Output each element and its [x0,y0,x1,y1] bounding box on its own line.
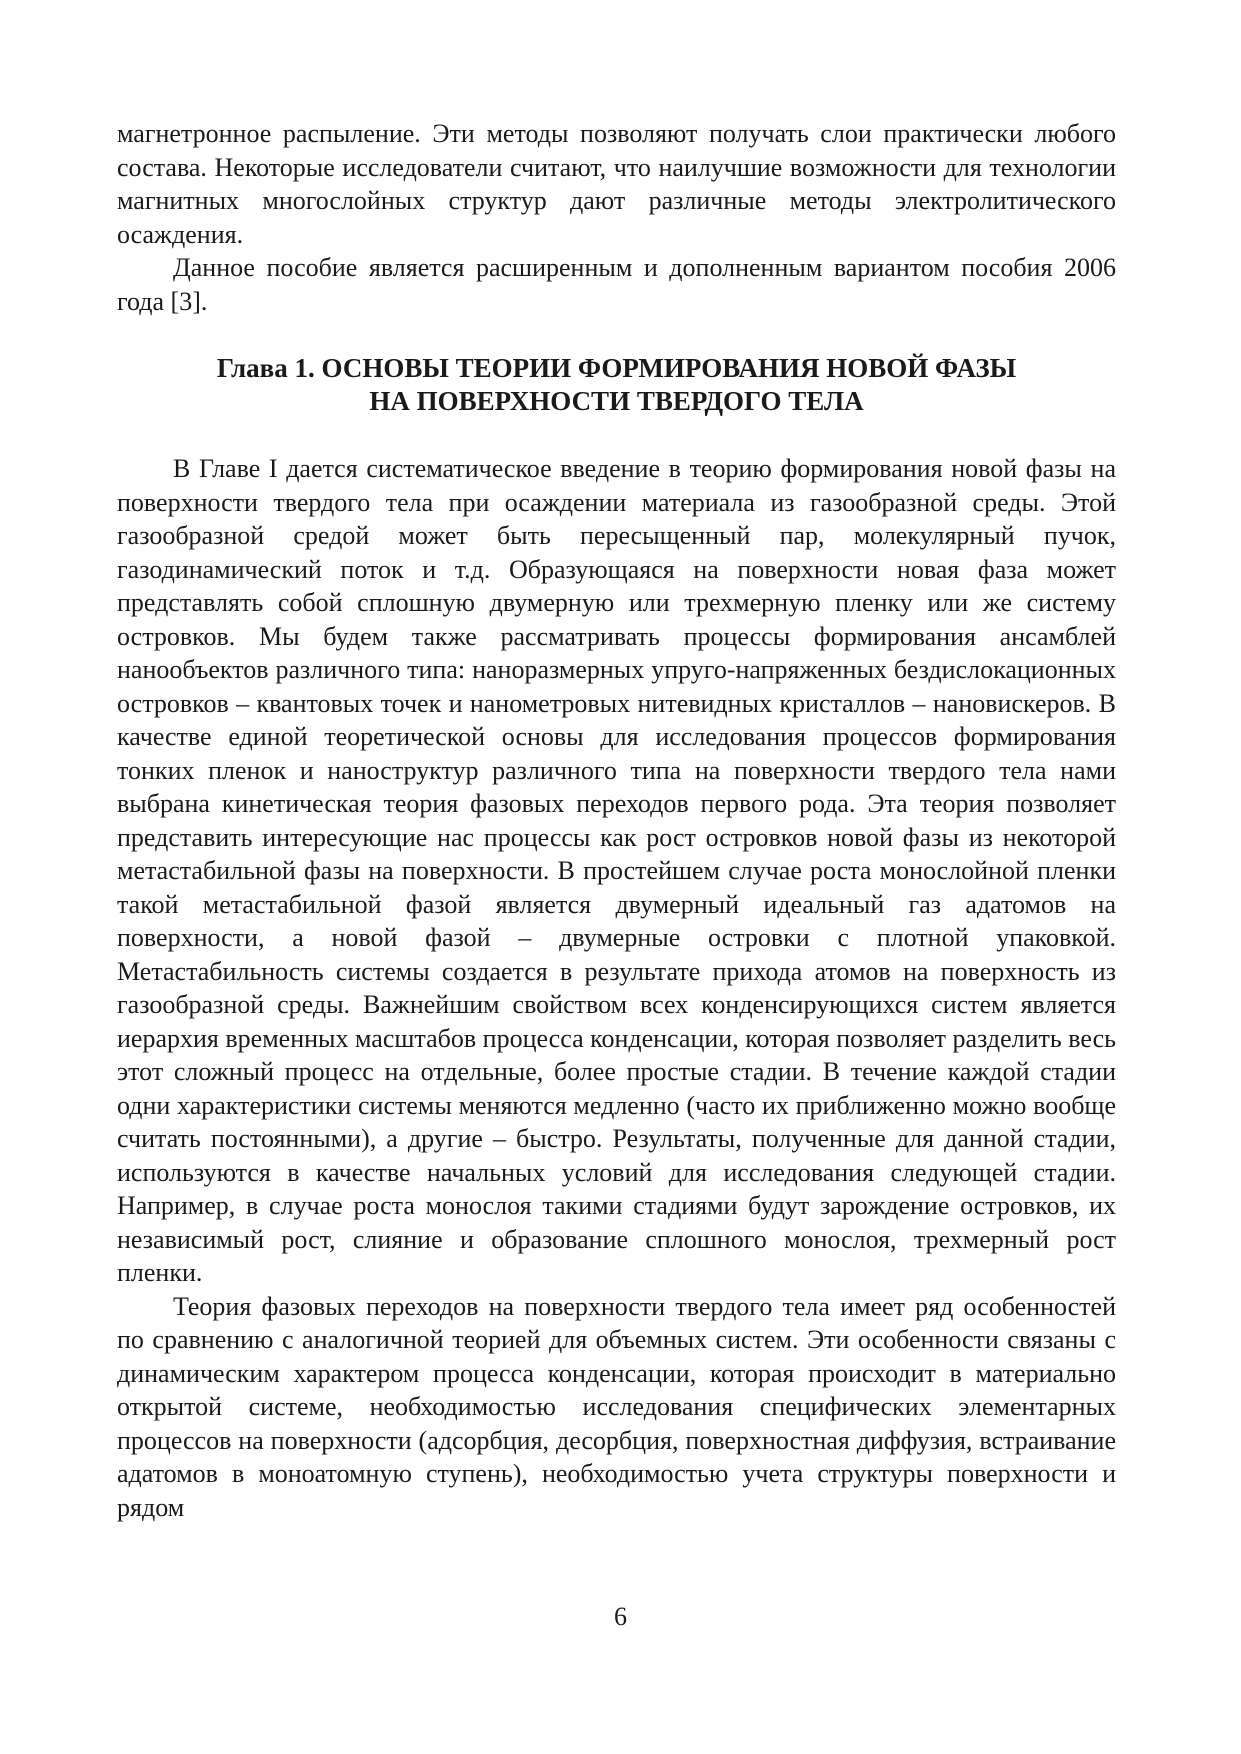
chapter-title-line-1: Глава 1. ОСНОВЫ ТЕОРИИ ФОРМИРОВАНИЯ НОВОЙ ФАЗЫ [216,353,1017,383]
body-paragraph-1: В Главе I дается систематическое введение в теорию формирования новой фазы на поверхности твердого тела при осаждении материала из газообразной среды. Этой газообразной средой может быть пересыщенный пар, молекулярный пучок, газодинамический поток и т.д. Образующаяся на поверхности новая фаза может представлять собой сплошную двумерную или трехмерную пленку или же систему островков. Мы будем также рассматривать процессы формирования ансамблей нанообъектов различного типа: наноразмерных упруго-напряженных бездислокационных островков – квантовых точек и нанометровых нитевидных кристаллов – нановискеров. В качестве единой теоретической основы для исследования процессов формирования тонких пленок и наноструктур различного типа на поверхности твердого тела нами выбрана кинетическая теория фазовых переходов первого рода. Эта теория позволяет представить интересующие нас процессы как рост островков новой фазы из некоторой метастабильной фазы на поверхности. В простейшем случае роста монослойной пленки такой метастабильной фазой является двумерный идеальный газ адатомов на поверхности, а новой фазой – двумерные островки с плотной упаковкой. Метастабильность системы создается в результате прихода атомов на поверхность из газообразной среды. Важнейшим свойством всех конденсирующихся систем является иерархия временных масштабов процесса конденсации, которая позволяет разделить весь этот сложный процесс на отдельные, более простые стадии. В течение каждой стадии одни характеристики системы меняются медленно (часто их приближенно можно вообще считать постоянными), а другие – быстро. Результаты, полученные для данной стадии, используются в качестве начальных условий для исследования следующей стадии. Например, в случае роста монослоя такими стадиями будут зарождение островков, их независимый рост, слияние и образование сплошного монослоя, трехмерный рост пленки. [117,454,1116,1287]
page-number: 6 [614,1602,627,1631]
chapter-title-line-2: НА ПОВЕРХНОСТИ ТВЕРДОГО ТЕЛА [369,386,864,416]
intro-paragraph-1: магнетронное распыление. Эти методы позволяют получать слои практически любого состава. Некоторые исследователи считают, что наилучшие возможности для технологии магнитных многослойных структур дают различные методы электролитического осаждения. [117,119,1116,249]
intro-text [117,117,1116,318]
body-paragraph-2: Теория фазовых переходов на поверхности твердого тела имеет ряд особенностей по сравнению с аналогичной теорией для объемных систем. Эти особенности связаны с динамическим характером процесса конденсации, которая происходит в материально открытой системе, необходимостью исследования специфических элементарных процессов на поверхности (адсорбция, десорбция, поверхностная диффузия, встраивание адатомов в моноатомную ступень), необходимостью учета структуры поверхности и рядом [117,1291,1116,1522]
chapter-heading [117,352,1116,418]
intro-paragraph-2: Данное пособие является расширенным и дополненным вариантом пособия 2006 года [3]. [117,253,1116,316]
chapter-body-text [117,452,1116,1524]
